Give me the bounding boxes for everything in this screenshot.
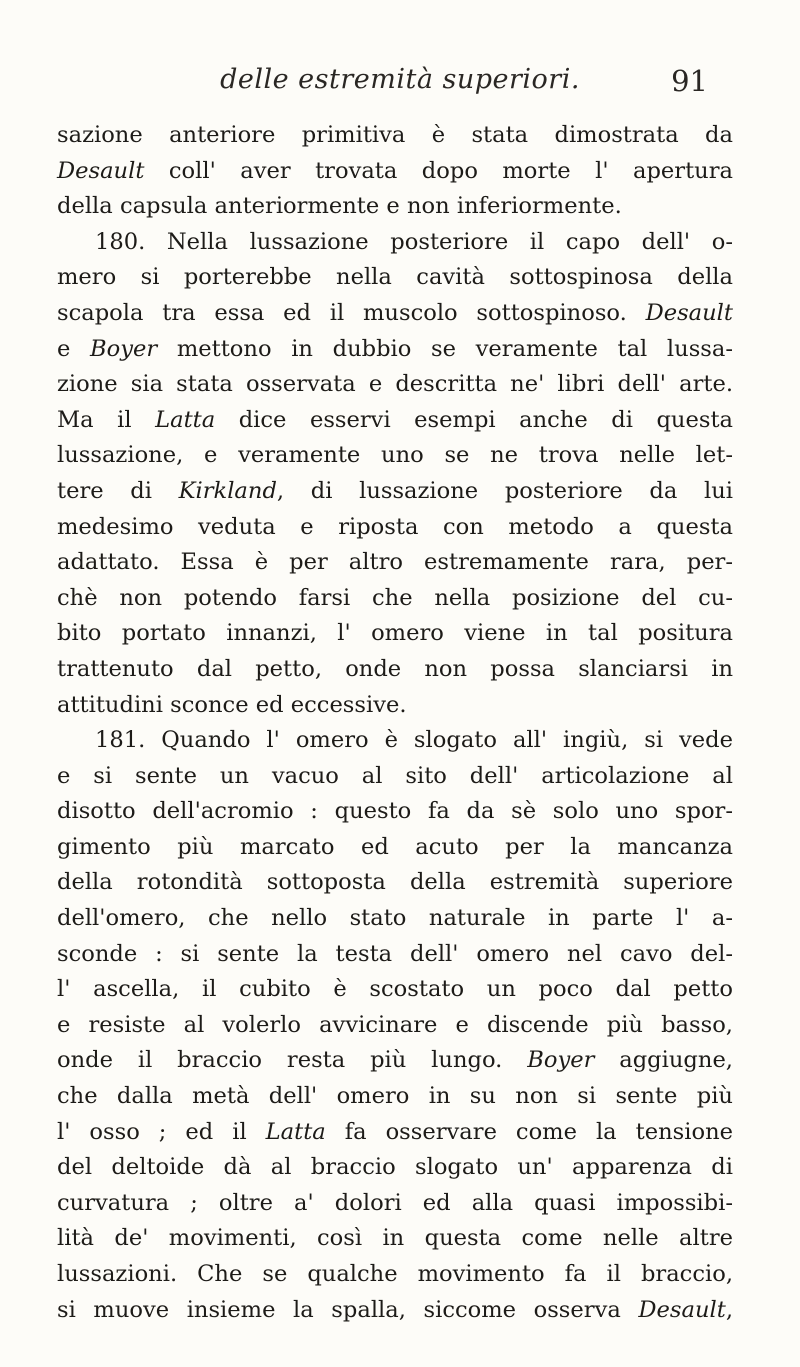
text-line — [57, 901, 733, 937]
running-head: delle estremità superiori. — [220, 64, 580, 95]
text-segment: coll' aver trovata dopo morte l' apertura — [144, 157, 733, 184]
text-line — [57, 581, 733, 617]
text-segment: aggiugne, — [594, 1047, 733, 1074]
text-segment: dice esservi esempi anche di questa — [215, 406, 734, 433]
text-segment: mero si porterebbe nella cavità sottospinosa della — [57, 264, 733, 291]
text-segment: 181. Quando l' omero è slogato all' ingiù, si vede — [95, 727, 733, 754]
text-segment: sazione anteriore primitiva è stata dimostrata da — [57, 122, 733, 148]
text-line — [57, 154, 733, 190]
text-segment: medesimo veduta e riposta con metodo a questa — [57, 513, 733, 540]
text-line — [57, 474, 733, 510]
text-line — [57, 1008, 733, 1044]
text-segment: mettono in dubbio se veramente tal lussa- — [157, 335, 734, 362]
text-line — [57, 759, 733, 795]
text-line — [57, 1115, 733, 1151]
text-segment: , di lussazione posteriore da lui — [276, 477, 733, 504]
text-segment: dell'omero, che nello stato naturale in parte l' a- — [57, 905, 733, 932]
text-segment: Ma il — [57, 406, 156, 433]
italic-name: Latta — [155, 406, 216, 433]
text-line — [57, 1043, 733, 1079]
text-segment: attitudini sconce ed eccessive. — [57, 691, 407, 718]
text-line — [57, 1257, 733, 1293]
text-segment: e resiste al volerlo avvicinare e discende più basso, — [57, 1011, 733, 1038]
text-line — [57, 367, 733, 403]
text-line — [57, 118, 733, 154]
text-line — [57, 616, 733, 652]
text-line — [57, 189, 733, 225]
text-segment: 180. Nella lussazione posteriore il capo dell' o- — [95, 228, 733, 255]
text-segment: si muove insieme la spalla, siccome osserva — [57, 1296, 639, 1323]
text-line — [57, 438, 733, 474]
page-number: 91 — [671, 64, 708, 98]
text-line — [57, 865, 733, 901]
text-segment: curvatura ; oltre a' dolori ed alla quasi impossibi- — [57, 1189, 733, 1216]
text-line — [57, 260, 733, 296]
text-line — [57, 1221, 733, 1257]
text-segment: chè non potendo farsi che nella posizione del cu- — [57, 584, 733, 611]
text-line — [57, 794, 733, 830]
italic-name: Latta — [265, 1118, 326, 1145]
text-line — [57, 403, 733, 439]
text-line — [57, 225, 733, 261]
text-segment: del deltoide dà al braccio slogato un' apparenza di — [57, 1154, 733, 1181]
text-line — [57, 510, 733, 546]
text-segment: fa osservare come la tensione — [325, 1118, 733, 1145]
text-segment: zione sia stata osservata e descritta ne' libri dell' arte. — [57, 371, 733, 398]
text-segment: onde il braccio resta più lungo. — [57, 1047, 528, 1074]
text-segment: trattenuto dal petto, onde non possa slanciarsi in — [57, 655, 733, 682]
text-line — [57, 652, 733, 688]
text-line — [57, 1186, 733, 1222]
text-segment: adattato. Essa è per altro estremamente rara, per- — [57, 549, 733, 576]
text-line — [57, 723, 733, 759]
italic-name: Boyer — [90, 335, 158, 362]
text-segment: , — [725, 1296, 733, 1323]
text-segment: l' osso ; ed il — [57, 1118, 266, 1145]
text-line — [57, 1150, 733, 1186]
italic-name: Desault — [57, 157, 145, 184]
text-line — [57, 1079, 733, 1115]
text-segment: gimento più marcato ed acuto per la mancanza — [57, 833, 733, 860]
italic-name: Boyer — [527, 1047, 595, 1074]
italic-name: Kirkland — [178, 477, 277, 504]
text-segment: bito portato innanzi, l' omero viene in tal positura — [57, 620, 733, 647]
text-segment: lussazione, e veramente uno se ne trova nelle let- — [57, 442, 733, 469]
text-segment: della rotondità sottoposta della estremità superiore — [57, 869, 733, 896]
text-line — [57, 937, 733, 973]
text-segment: della capsula anteriormente e non inferiormente. — [57, 193, 622, 220]
text-line — [57, 1293, 733, 1329]
text-line — [57, 830, 733, 866]
text-segment: e si sente un vacuo al sito dell' articolazione al — [57, 762, 733, 789]
text-line — [57, 545, 733, 581]
text-segment: disotto dell'acromio : questo fa da sè solo uno spor- — [57, 798, 733, 825]
page-header — [0, 58, 800, 108]
text-segment: tere di — [57, 477, 179, 504]
text-segment: lità de' movimenti, così in questa come nelle altre — [57, 1225, 733, 1252]
text-line — [57, 296, 733, 332]
italic-name: Desault — [645, 299, 733, 326]
text-segment: che dalla metà dell' omero in su non si sente più — [57, 1083, 733, 1110]
text-line — [57, 972, 733, 1008]
text-segment: lussazioni. Che se qualche movimento fa il braccio, — [57, 1261, 733, 1287]
text-segment: e — [57, 335, 91, 362]
text-segment: scapola tra essa ed il muscolo sottospinoso. — [57, 299, 646, 326]
text-line — [57, 688, 733, 724]
text-segment: l' ascella, il cubito è scostato un poco dal petto — [57, 976, 733, 1003]
text-line — [57, 332, 733, 368]
italic-name: Desault — [638, 1296, 726, 1323]
body-text — [57, 118, 733, 1328]
text-segment: sconde : si sente la testa dell' omero nel cavo del- — [57, 940, 733, 967]
